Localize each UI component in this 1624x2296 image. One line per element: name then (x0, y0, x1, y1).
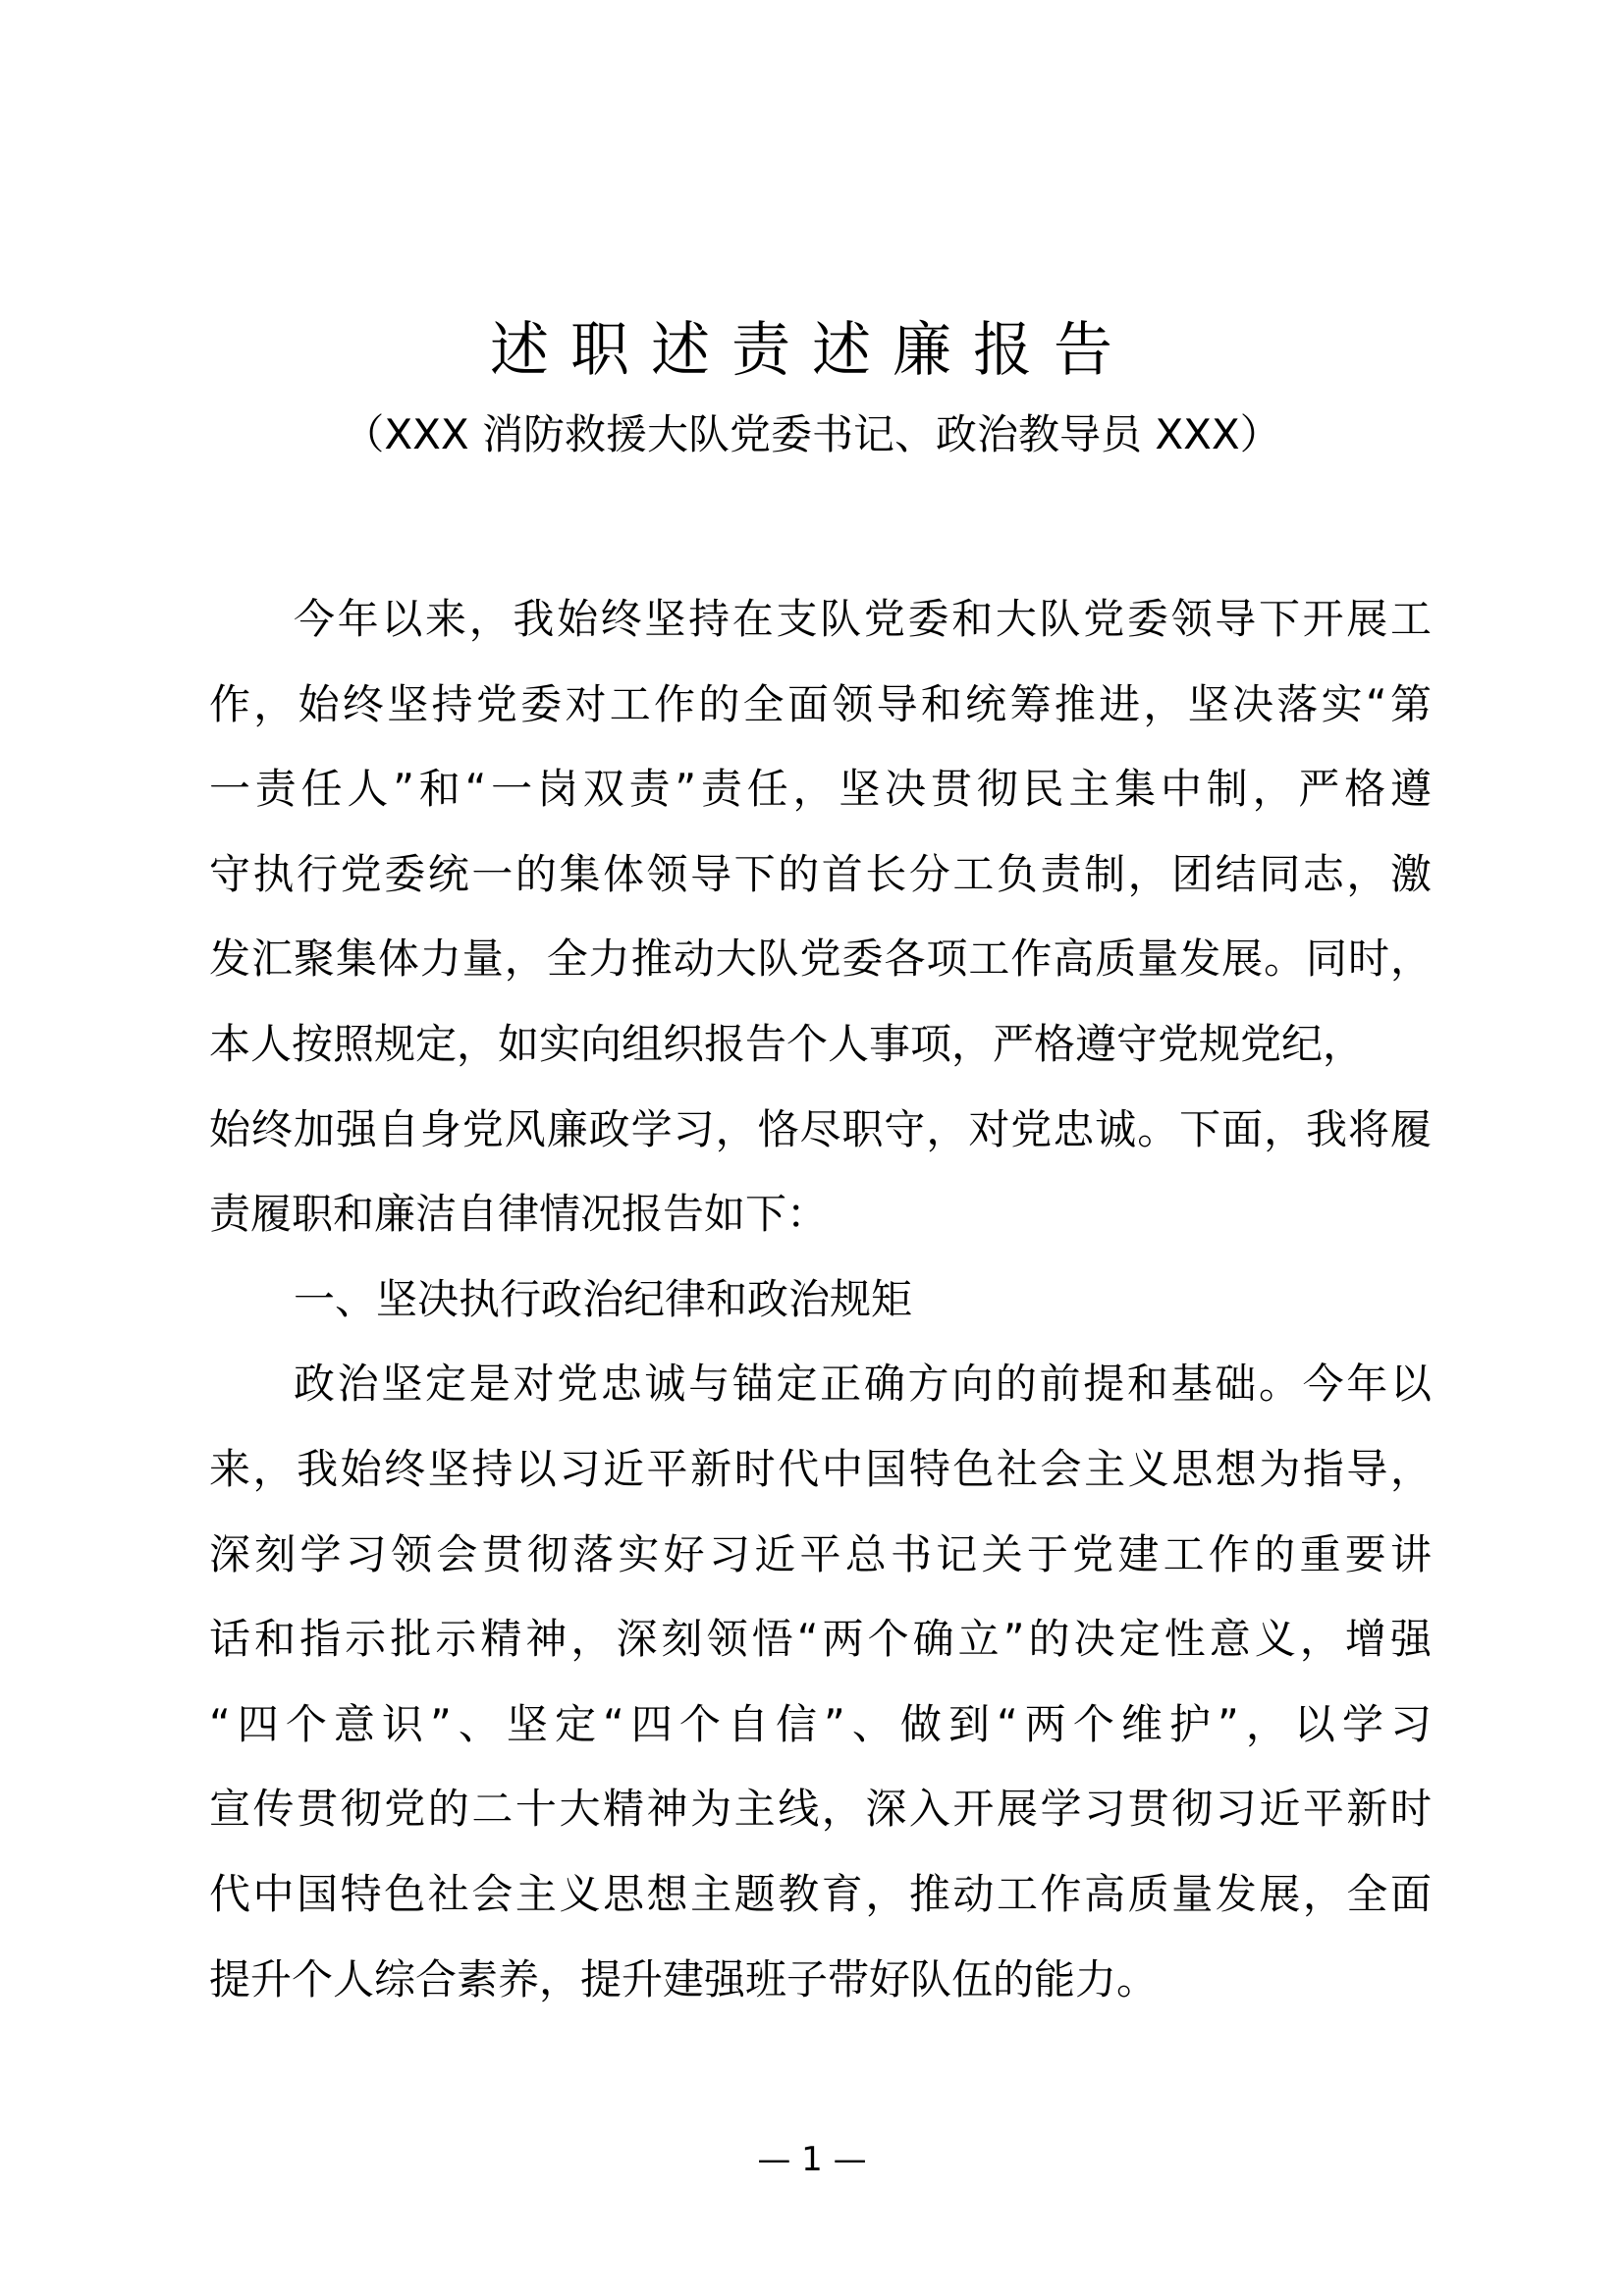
text-line: 提升个人综合素养，提升建强班子带好队伍的能力。 (209, 1954, 1159, 2003)
paragraph-intro (209, 577, 1432, 1257)
text-line: 话和指示批示精神，深刻领悟“两个确立”的决定性意义，增强 (209, 1615, 1432, 1664)
section-heading: 一、坚决执行政治纪律和政治规矩 (294, 1274, 913, 1323)
text-line: 一责任人”和“一岗双责”责任，坚决贯彻民主集中制，严格遵 (209, 765, 1432, 814)
text-line: 深刻学习领会贯彻落实好习近平总书记关于党建工作的重要讲 (209, 1529, 1432, 1578)
document-title: 述职述责述廉报告 (490, 316, 1134, 385)
text-line: 今年以来，我始终坚持在支队党委和大队党委领导下开展工 (294, 595, 1432, 643)
paragraph-section-1 (209, 1342, 1432, 2022)
text-line: 本人按照规定，如实向组织报告个人事项，严格遵守党规党纪， (209, 1019, 1365, 1068)
text-line: 代中国特色社会主义思想主题教育，推动工作高质量发展，全面 (209, 1869, 1432, 1918)
document-body (209, 577, 1432, 2022)
text-line: 始终加强自身党风廉政学习，恪尽职守，对党忠诚。下面，我将履 (209, 1104, 1432, 1153)
text-line: 守执行党委统一的集体领导下的首长分工负责制，团结同志，激 (209, 849, 1432, 898)
page-number: — 1 — (757, 2140, 867, 2179)
document-subtitle: （XXX 消防救援大队党委书记、政治教导员 XXX） (343, 410, 1281, 458)
text-line: 发汇聚集体力量，全力推动大队党委各项工作高质量发展。同时， (209, 934, 1432, 984)
text-line: 作，始终坚持党委对工作的全面领导和统筹推进，坚决落实“第 (209, 679, 1432, 728)
text-line: 责履职和廉洁自律情况报告如下： (209, 1190, 829, 1239)
text-line: 来，我始终坚持以习近平新时代中国特色社会主义思想为指导， (209, 1444, 1432, 1493)
section-heading-1 (209, 1257, 1432, 1343)
text-line: 宣传贯彻党的二十大精神为主线，深入开展学习贯彻习近平新时 (209, 1785, 1432, 1834)
text-line: “四个意识”、坚定“四个自信”、做到“两个维护”，以学习 (209, 1699, 1432, 1748)
text-line: 政治坚定是对党忠诚与锚定正确方向的前提和基础。今年以 (294, 1360, 1432, 1409)
